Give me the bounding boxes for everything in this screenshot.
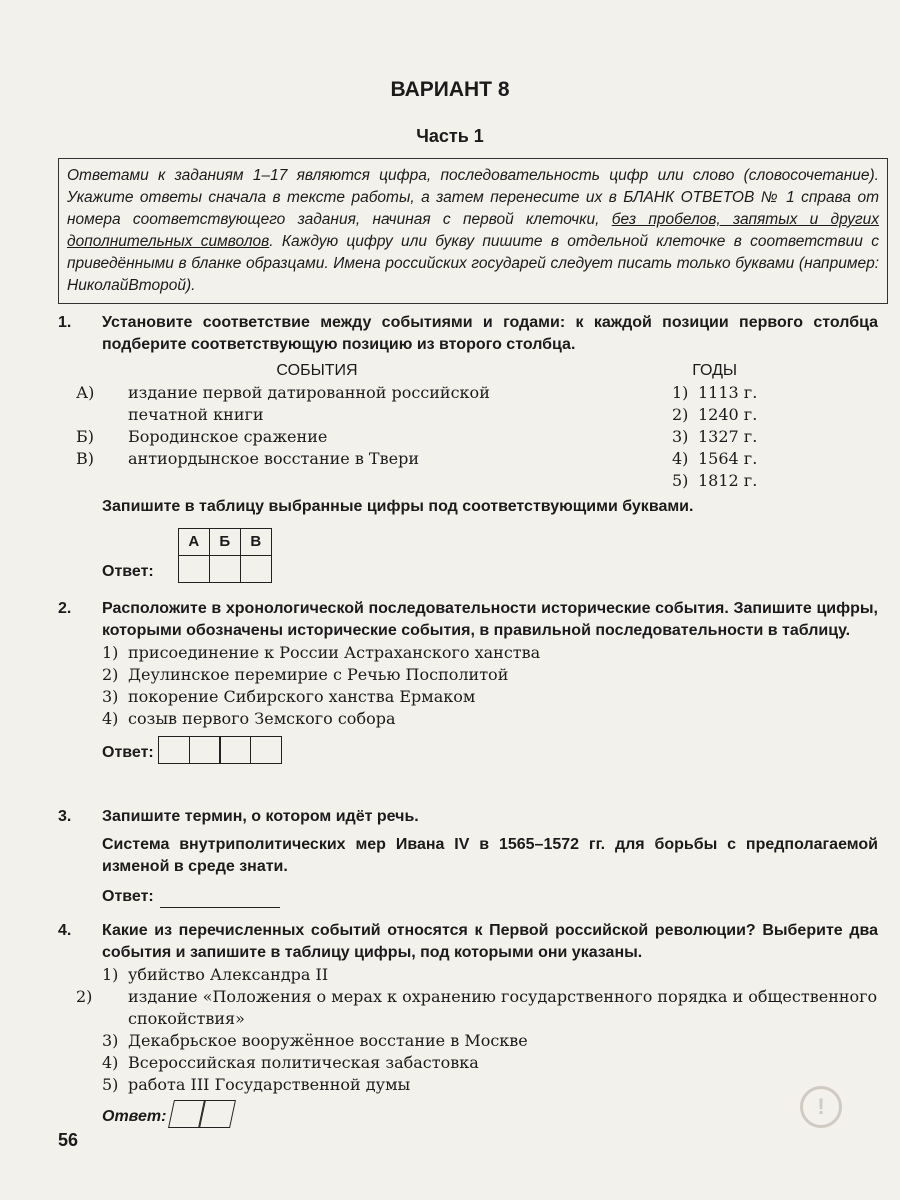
list-item: 4) созыв первого Земского собора — [102, 709, 396, 728]
list-item: 5) работа III Государственной думы — [102, 1075, 411, 1094]
answer-cell[interactable] — [240, 556, 271, 583]
answer-table — [178, 528, 272, 583]
task-question: Установите соответствие между событиями и годами: к каждой позиции первого столбца подберите соответствующую позицию из второго столбца. — [102, 314, 878, 353]
answer-cell[interactable] — [189, 736, 221, 764]
exclamation-icon: ! — [800, 1086, 842, 1128]
task-1 — [58, 312, 878, 583]
answer-label: Ответ: — [102, 563, 154, 580]
answer-cell[interactable] — [219, 736, 251, 764]
answer-row — [102, 1100, 878, 1128]
answer-label: Ответ: — [102, 888, 154, 905]
answer-row — [102, 736, 878, 764]
instructions-box — [58, 158, 888, 304]
year-item: 1) 1113 г. — [672, 383, 758, 402]
instructions-text-1: Ответами к заданиям 1–17 являются цифра, последовательность цифр или слово (словосочетание). Укажите ответы сначала в тексте работы, а затем перенесите их в БЛАНК ОТВЕТОВ № 1 справа от номера соответствующего задания, начиная с первой клеточки, — [67, 167, 879, 228]
list-item: 1) присоединение к России Астраханского ханства — [102, 643, 541, 662]
answer-cell[interactable] — [198, 1100, 236, 1128]
year-item: 5) 1812 г. — [672, 471, 758, 490]
answer-row — [102, 528, 878, 583]
table-header-v: В — [240, 529, 271, 556]
events-header: СОБЫТИЯ — [276, 362, 358, 379]
answer-cell[interactable] — [178, 556, 209, 583]
matching-columns — [76, 360, 878, 492]
task-question: Запишите термин, о котором идёт речь. — [102, 808, 419, 825]
variant-title: ВАРИАНТ 8 — [390, 78, 510, 101]
answer-cell[interactable] — [250, 736, 282, 764]
events-column — [76, 360, 532, 492]
task-4 — [58, 920, 878, 1128]
year-item: 3) 1327 г. — [672, 427, 758, 446]
table-header-a: А — [178, 529, 209, 556]
answer-cell[interactable] — [158, 736, 190, 764]
list-item: 3) покорение Сибирского ханства Ермаком — [102, 687, 476, 706]
task-question: Какие из перечисленных событий относятся к Первой российской революции? Выберите два события и запишите в таблицу цифры, под которыми они указаны. — [102, 922, 878, 961]
answer-row — [102, 886, 878, 908]
task-number: 2. — [58, 600, 72, 617]
task-number: 4. — [58, 922, 72, 939]
task-text: Система внутриполитических мер Ивана IV в 1565–1572 гг. для борьбы с предполагаемой изменой в среде знати. — [102, 836, 878, 875]
task-note: Запишите в таблицу выбранные цифры под соответствующими буквами. — [102, 498, 694, 515]
table-header-b: Б — [209, 529, 240, 556]
task-question: Расположите в хронологической последовательности исторические события. Запишите цифры, которыми обозначены исторические события, в правильной последовательности в таблицу. — [102, 600, 878, 639]
task-number: 1. — [58, 314, 72, 331]
list-item: 3) Декабрьское вооружённое восстание в Москве — [102, 1031, 528, 1050]
task-number: 3. — [58, 808, 72, 825]
instructions-text-2: . Каждую цифру или букву пишите в отдельной клеточке в соответствии с приведёнными в бланке образцами. Имена российских государей следует писать только буквами (например: НиколайВторой). — [67, 233, 879, 294]
instructions-underlined: без пробелов, запятых и других дополнительных символов — [67, 211, 879, 250]
event-item: В) антиордынское восстание в Твери — [76, 449, 419, 468]
year-item: 2) 1240 г. — [672, 405, 758, 424]
task-2 — [58, 598, 878, 764]
answer-cells — [160, 736, 282, 764]
answer-cell[interactable] — [209, 556, 240, 583]
part-title: Часть 1 — [416, 126, 484, 146]
event-item: Б) Бородинское сражение — [76, 427, 328, 446]
page-number: 56 — [58, 1130, 79, 1150]
year-item: 4) 1564 г. — [672, 449, 758, 468]
answer-cells — [169, 1100, 236, 1128]
answer-label: Ответ: — [102, 744, 154, 761]
list-item: 2) Деулинское перемирие с Речью Посполитой — [102, 665, 509, 684]
years-column — [672, 360, 757, 492]
list-item: 2) издание «Положения о мерах к охранению государственного порядка и общественного спокойствия» — [76, 987, 878, 1028]
task-3 — [58, 806, 878, 908]
answer-line[interactable] — [160, 891, 280, 908]
event-item: А) издание первой датированной российской печатной книги — [76, 383, 490, 424]
answer-label: Ответ: — [102, 1108, 167, 1125]
years-header: ГОДЫ — [692, 362, 738, 379]
list-item: 4) Всероссийская политическая забастовка — [102, 1053, 479, 1072]
list-item: 1) убийство Александра II — [102, 965, 329, 984]
